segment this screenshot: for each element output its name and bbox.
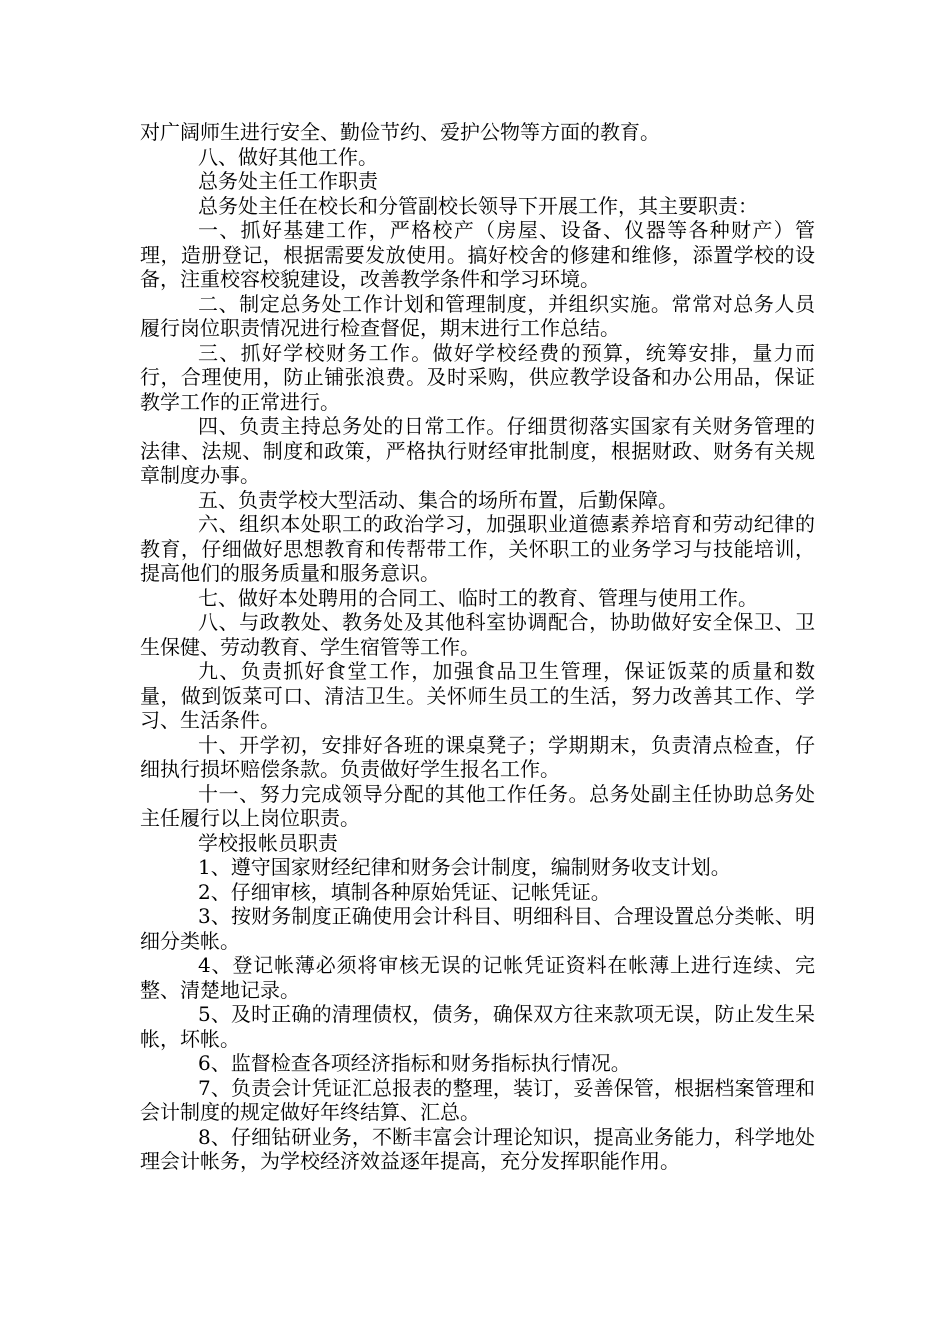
paragraph-duty-11: 十一、努力完成领导分配的其他工作任务。总务处副主任协助总务处主任履行以上岗位职责。 (140, 781, 815, 830)
paragraph-accountant-duty-5: 5、及时正确的清理债权，债务，确保双方往来款项无误，防止发生呆帐，坏帐。 (140, 1002, 815, 1051)
section-heading-accountant: 学校报帐员职责 (198, 830, 338, 855)
paragraph-duty-5: 五、负责学校大型活动、集合的场所布置，后勤保障。 (198, 487, 678, 512)
paragraph-duty-10: 十、开学初，安排好各班的课桌凳子；学期期末，负责清点检查，仔细执行损坏赔偿条款。负责做好学生报名工作。 (140, 732, 815, 781)
paragraph-duty-6: 六、组织本处职工的政治学习，加强职业道德素养培育和劳动纪律的教育，仔细做好思想教育和传帮带工作，关怀职工的业务学习与技能培训，提高他们的服务质量和服务意识。 (140, 512, 815, 585)
paragraph-director-intro: 总务处主任在校长和分管副校长领导下开展工作，其主要职责： (198, 193, 758, 218)
paragraph-duty-7: 七、做好本处聘用的合同工、临时工的教育、管理与使用工作。 (198, 585, 758, 610)
paragraph-accountant-duty-3: 3、按财务制度正确使用会计科目、明细科目、合理设置总分类帐、明细分类帐。 (140, 904, 815, 953)
section-heading-general-affairs-director: 总务处主任工作职责 (198, 169, 378, 193)
paragraph-accountant-duty-7: 7、负责会计凭证汇总报表的整理，装订，妥善保管，根据档案管理和会计制度的规定做好年终结算、汇总。 (140, 1075, 815, 1124)
paragraph-accountant-duty-2: 2、仔细审核，填制各种原始凭证、记帐凭证。 (198, 879, 611, 904)
paragraph-other-work: 八、做好其他工作。 (198, 144, 378, 169)
paragraph-duty-1: 一、抓好基建工作，严格校产（房屋、设备、仪器等各种财产）管理，造册登记，根据需要发放使用。搞好校舍的修建和维修，添置学校的设备，注重校容校貌建设，改善教学条件和学习环境。 (140, 218, 815, 291)
paragraph-duty-9: 九、负责抓好食堂工作，加强食品卫生管理，保证饭菜的质量和数量，做到饭菜可口、清洁卫生。关怀师生员工的生活，努力改善其工作、学习、生活条件。 (140, 659, 815, 732)
document-page (140, 120, 815, 1174)
paragraph-accountant-duty-6: 6、监督检查各项经济指标和财务指标执行情况。 (198, 1051, 631, 1075)
paragraph-accountant-duty-4: 4、登记帐薄必须将审核无误的记帐凭证资料在帐薄上进行连续、完整、清楚地记录。 (140, 953, 815, 1002)
paragraph-safety-education: 对广阔师生进行安全、勤俭节约、爱护公物等方面的教育。 (140, 120, 660, 144)
paragraph-duty-4: 四、负责主持总务处的日常工作。仔细贯彻落实国家有关财务管理的法律、法规、制度和政策，严格执行财经审批制度，根据财政、财务有关规章制度办事。 (140, 414, 815, 487)
paragraph-accountant-duty-8: 8、仔细钻研业务，不断丰富会计理论知识，提高业务能力，科学地处理会计帐务，为学校经济效益逐年提高，充分发挥职能作用。 (140, 1124, 815, 1173)
paragraph-duty-3: 三、抓好学校财务工作。做好学校经费的预算，统筹安排，量力而行，合理使用，防止铺张浪费。及时采购，供应教学设备和办公用品，保证教学工作的正常进行。 (140, 340, 815, 414)
paragraph-accountant-duty-1: 1、遵守国家财经纪律和财务会计制度，编制财务收支计划。 (198, 855, 731, 879)
paragraph-duty-2: 二、制定总务处工作计划和管理制度，并组织实施。常常对总务人员履行岗位职责情况进行检查督促，期末进行工作总结。 (140, 291, 815, 340)
paragraph-duty-8: 八、与政教处、教务处及其他科室协调配合，协助做好安全保卫、卫生保健、劳动教育、学生宿管等工作。 (140, 610, 815, 659)
